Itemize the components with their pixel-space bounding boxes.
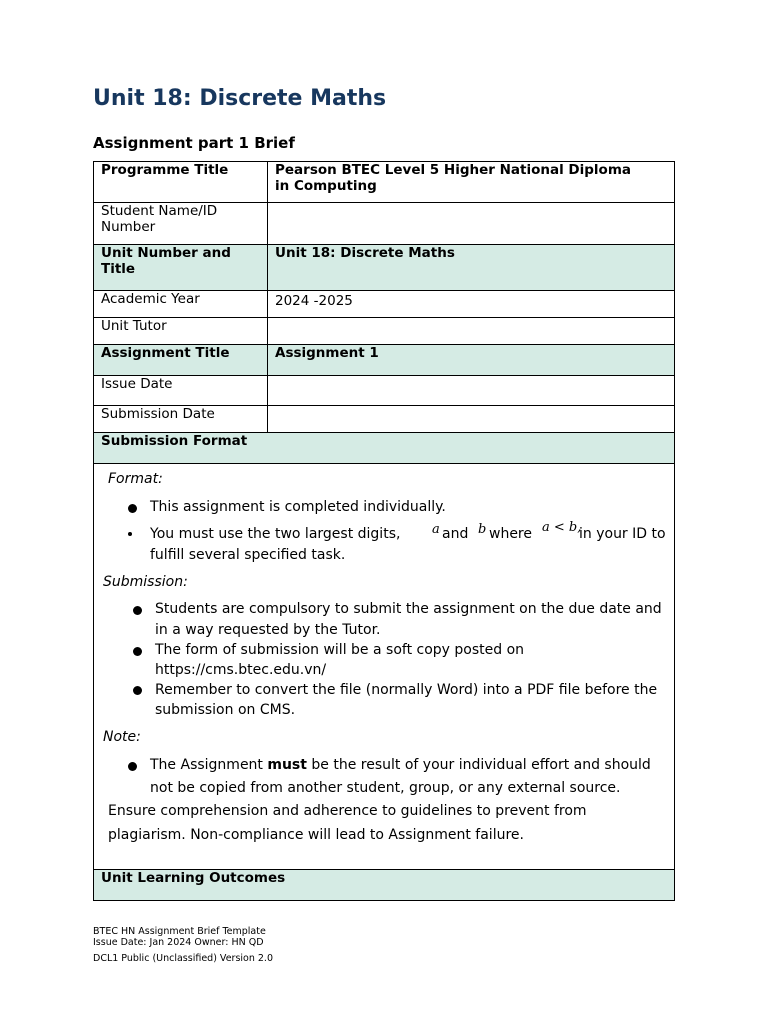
programme-title-line1: Pearson BTEC Level 5 Higher National Diploma: [275, 162, 632, 178]
row-unit-tutor: [94, 318, 675, 345]
footer-classification: DCL1 Public (Unclassified) Version 2.0: [93, 953, 273, 964]
note-paragraph-line1: Ensure comprehension and adherence to guidelines to prevent from: [108, 803, 587, 819]
bullet-icon: [133, 606, 142, 615]
note-item-1-pre: The Assignment: [150, 757, 263, 773]
row-student-name: [94, 203, 675, 245]
submission-item-1-line1: Students are compulsory to submit the assignment on the due date and: [155, 601, 662, 617]
issue-date-label: Issue Date: [94, 376, 268, 406]
row-submission-format-header: [94, 433, 675, 464]
format-item-2-var-a: a: [432, 522, 440, 537]
format-item-1: This assignment is completed individually.: [150, 499, 446, 515]
academic-year-value: 2024 -2025: [268, 291, 675, 318]
format-item-2-and: and: [442, 526, 469, 542]
row-learning-outcomes-header: [94, 870, 675, 901]
assignment-brief-table: [93, 161, 675, 901]
learning-outcomes-header: Unit Learning Outcomes: [94, 870, 675, 901]
format-item-2-line2: fulfill several specified task.: [150, 547, 346, 563]
brief-subtitle: Assignment part 1 Brief: [93, 134, 295, 152]
note-item-1: [150, 755, 651, 776]
format-item-2-where: where: [489, 526, 532, 542]
bullet-icon: [128, 762, 137, 771]
format-item-2-part1: You must use the two largest digits,: [150, 526, 401, 542]
footer-issue-owner: Issue Date: Jan 2024 Owner: HN QD: [93, 937, 264, 948]
programme-title-value: [268, 162, 675, 203]
issue-date-value[interactable]: [268, 376, 675, 406]
student-name-label: [94, 203, 268, 245]
format-item-2-var-b: b: [478, 522, 487, 537]
row-submission-format-content: [94, 464, 675, 870]
row-assignment-title: [94, 345, 675, 376]
unit-label-line2: Title: [101, 261, 136, 277]
unit-number-label: [94, 245, 268, 291]
row-submission-date: [94, 406, 675, 433]
format-item-2-condition: a < b,: [542, 520, 582, 535]
unit-tutor-value[interactable]: [268, 318, 675, 345]
submission-item-1-line2: in a way requested by the Tutor.: [155, 622, 381, 638]
bullet-icon: [133, 647, 142, 656]
unit-label-line1: Unit Number and: [101, 245, 231, 261]
format-item-2-part2: in your ID to: [579, 526, 666, 542]
note-item-1-post: be the result of your individual effort and should: [311, 757, 651, 773]
bullet-icon: [133, 686, 142, 695]
note-item-1-line2: not be copied from another student, group, or any external source.: [150, 780, 621, 796]
note-paragraph-line2: plagiarism. Non-compliance will lead to Assignment failure.: [108, 827, 524, 843]
row-issue-date: [94, 376, 675, 406]
row-unit-number: [94, 245, 675, 291]
note-item-1-bold: must: [267, 757, 307, 773]
row-programme-title: [94, 162, 675, 203]
note-heading: Note:: [103, 729, 141, 745]
unit-number-value: Unit 18: Discrete Maths: [268, 245, 675, 291]
footer-template-name: BTEC HN Assignment Brief Template: [93, 926, 266, 937]
submission-item-2-line1: The form of submission will be a soft copy posted on: [155, 642, 525, 658]
submission-item-3-line2: submission on CMS.: [155, 702, 296, 718]
unit-tutor-label: Unit Tutor: [94, 318, 268, 345]
academic-year-label: Academic Year: [94, 291, 268, 318]
submission-format-content: [94, 464, 675, 870]
bullet-icon: [128, 504, 137, 513]
submission-item-2-link[interactable]: https://cms.btec.edu.vn/: [155, 662, 327, 678]
submission-format-header: Submission Format: [94, 433, 675, 464]
submission-date-value[interactable]: [268, 406, 675, 433]
assignment-title-value: Assignment 1: [268, 345, 675, 376]
submission-item-3-line1: Remember to convert the file (normally Word) into a PDF file before the: [155, 682, 658, 698]
submission-heading: Submission:: [103, 574, 188, 590]
page-title: Unit 18: Discrete Maths: [93, 86, 387, 111]
submission-date-label: Submission Date: [94, 406, 268, 433]
programme-title-line2: in Computing: [275, 178, 377, 194]
row-academic-year: [94, 291, 675, 318]
student-label-line1: Student Name/ID: [101, 203, 218, 219]
student-label-line2: Number: [101, 219, 156, 235]
programme-title-label: Programme Title: [94, 162, 268, 203]
bullet-icon: [128, 532, 132, 536]
format-heading: Format:: [108, 471, 163, 487]
student-name-value[interactable]: [268, 203, 675, 245]
assignment-title-label: Assignment Title: [94, 345, 268, 376]
